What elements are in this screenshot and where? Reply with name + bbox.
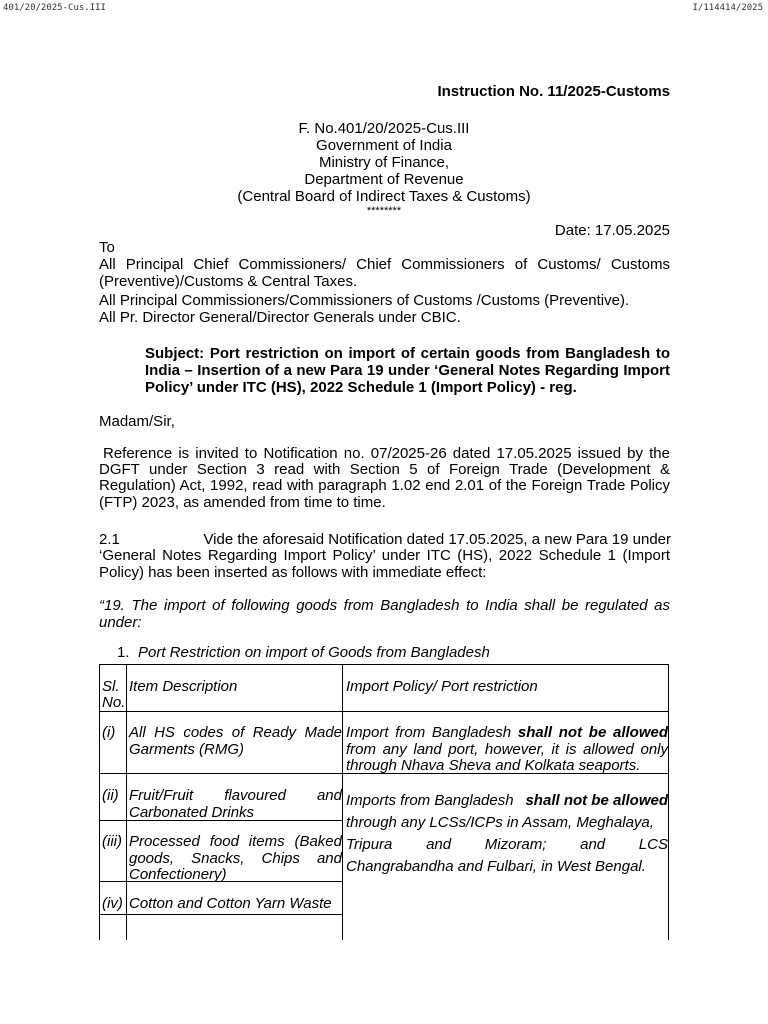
row-1-policy-bold: shall not be allowed (517, 724, 669, 741)
para-2-1-text: ‘General Notes Regarding Import Policy’ under ITC (HS), 2022 Schedule 1 (Import Policy) has been inserted as follows with immediate effect: (99, 547, 670, 581)
row-3-item: Processed food items (Baked goods, Snacks, Chips and Confectionery) (129, 833, 342, 883)
recipient-1: All Principal Chief Commissioners/ Chief Commissioners of Customs/ Customs (Preventive)/Customs & Central Taxes. (99, 256, 670, 290)
list-item-number: 1. (117, 644, 130, 661)
ministry-line: Ministry of Finance, (318, 154, 450, 171)
merged-policy-line3: Tripura and Mizoram; and LCS (346, 836, 668, 853)
merged-policy-prefix: Imports from Bangladesh (346, 792, 514, 809)
file-block (0, 120, 768, 217)
row-2-sl: (ii) (102, 787, 119, 804)
row-4-item: Cotton and Cotton Yarn Waste (129, 895, 332, 912)
recipient-3: All Pr. Director General/Director Generals under CBIC. (99, 309, 461, 326)
table-column-divider (126, 664, 127, 940)
table-row-divider (99, 914, 342, 915)
para-2-1-first-line: Vide the aforesaid Notification dated 17.05.2025, a new Para 19 under (203, 531, 671, 548)
page-header-left: 401/20/2025-Cus.III (3, 3, 106, 13)
recipient-2: All Principal Commissioners/Commissioners of Customs /Customs (Preventive). (99, 292, 630, 309)
quoted-para-19: “19. The import of following goods from Bangladesh to India shall be regulated as under: (99, 597, 670, 631)
row-1-policy-prefix: Import from Bangladesh (346, 724, 512, 741)
file-number: F. No.401/20/2025-Cus.III (298, 120, 470, 137)
instruction-number: Instruction No. 11/2025-Customs (437, 83, 670, 100)
salutation: Madam/Sir, (99, 413, 175, 430)
merged-policy-cell (346, 790, 668, 878)
table-header-divider (99, 711, 669, 712)
row-4-sl: (iv) (102, 895, 123, 912)
list-item-text: Port Restriction on import of Goods from Bangladesh (138, 644, 490, 661)
row-1-policy (346, 725, 668, 775)
row-1-policy-rest: from any land port, however, it is allowed only through Nhava Sheva and Kolkata seaports. (346, 740, 668, 774)
separator-stars: ******** (366, 205, 402, 217)
merged-policy-bold: shall not be allowed (525, 792, 668, 809)
board-line: (Central Board of Indirect Taxes & Customs) (237, 188, 531, 205)
row-2-item: Fruit/Fruit flavoured and Carbonated Drinks (129, 787, 342, 821)
merged-policy-line2: through any LCSs/ICPs in Assam, Meghalaya, (346, 814, 654, 831)
para-2-1-number: 2.1 (99, 531, 120, 548)
subject: Subject: Port restriction on import of certain goods from Bangladesh to India – Insertion of a new Para 19 under ‘General Notes Regarding Import Policy’ under ITC (HS), 2022 Schedule 1 (Import Policy) - reg. (145, 345, 670, 396)
merged-policy-line4: Changrabandha and Fulbari, in West Bengal. (346, 858, 646, 875)
table-border-left (99, 664, 100, 940)
row-1-sl: (i) (102, 724, 116, 741)
table-border-right (668, 664, 669, 940)
table-border-top (99, 664, 669, 665)
reference-paragraph: Reference is invited to Notification no. 07/2025-26 dated 17.05.2025 issued by the DGFT under Section 3 read with Section 5 of Foreign Trade (Development & Regulation) Act, 1992, read with paragraph 1.02 end 2.01 of the Foreign Trade Policy (FTP) 2023, as amended from time to time. (99, 445, 670, 511)
document-date: Date: 17.05.2025 (554, 222, 670, 239)
header-sl-line1: Sl. (102, 678, 120, 695)
page-header-right: I/114414/2025 (692, 3, 763, 13)
header-sl-line2: No. (102, 694, 126, 711)
header-import-policy: Import Policy/ Port restriction (346, 678, 538, 695)
row-1-item: All HS codes of Ready Made Garments (RMG) (129, 724, 342, 758)
row-3-sl: (iii) (102, 833, 122, 850)
department-line: Department of Revenue (304, 171, 464, 188)
to-label: To (99, 239, 115, 256)
government-line: Government of India (316, 137, 452, 154)
table-column-divider (342, 664, 343, 940)
header-item-description: Item Description (129, 678, 238, 695)
